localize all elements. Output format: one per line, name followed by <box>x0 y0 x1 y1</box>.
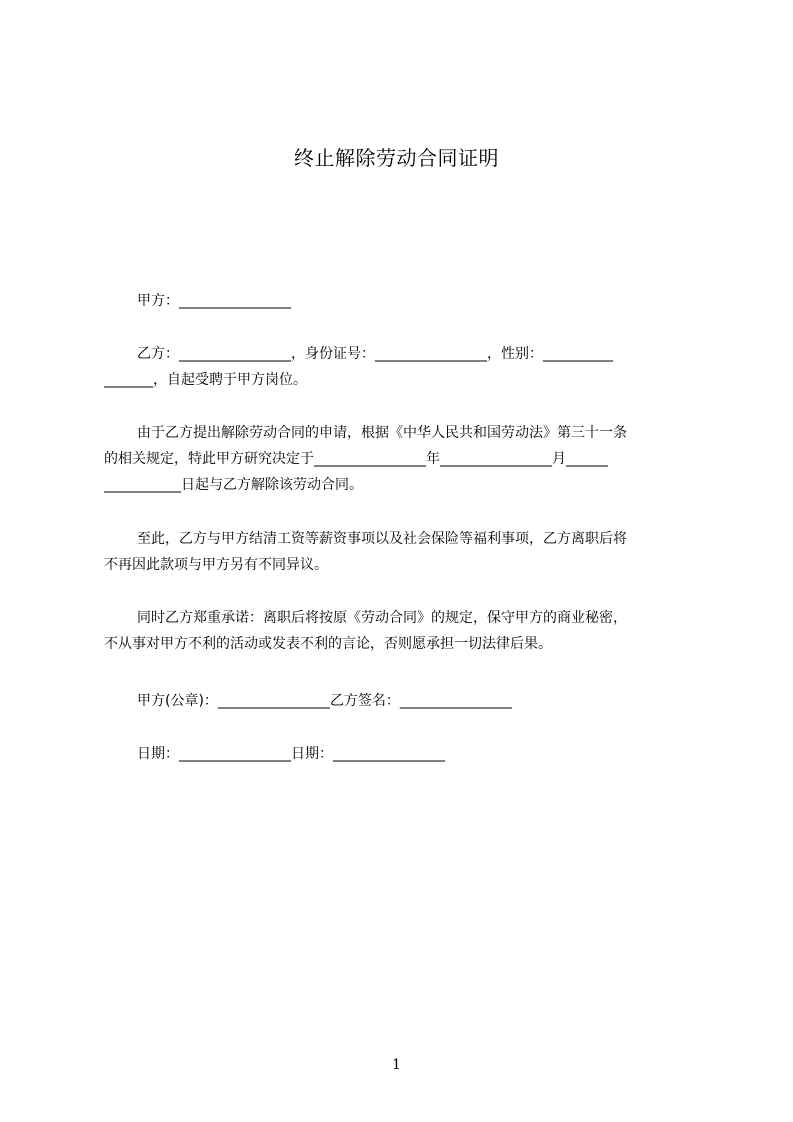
date-line <box>104 741 704 767</box>
signature-section <box>104 688 704 714</box>
party-b-line-2: _______，自起受聘于甲方岗位。 <box>104 372 307 388</box>
document-title: 终止解除劳动合同证明 <box>294 146 499 170</box>
termination-clause <box>104 420 704 498</box>
settlement-line-2: 不再因此款项与甲方另有不同异议。 <box>104 557 328 573</box>
signature-line <box>104 688 704 714</box>
party-b-section <box>104 341 704 393</box>
date-section <box>104 741 704 767</box>
page-number: 1 <box>392 1057 401 1073</box>
party-b-date-field: 日期：________________ <box>291 746 445 762</box>
confidentiality-line-1: 同时乙方郑重承诺：离职后将按原《劳动合同》的规定，保守甲方的商业秘密， <box>137 610 627 626</box>
party-a-seal-field: 甲方(公章)：________________ <box>137 693 330 709</box>
termination-line-3: ___________日起与乙方解除该劳动合同。 <box>104 477 363 493</box>
party-b-line-1: 乙方：________________，身份证号：________________，性别：__________ <box>137 346 613 362</box>
party-a-date-field: 日期：________________ <box>137 746 291 762</box>
party-b-signature-field: 乙方签名：________________ <box>329 693 512 709</box>
party-a-section <box>104 288 704 314</box>
termination-line-1: 由于乙方提出解除劳动合同的申请，根据《中华人民共和国劳动法》第三十一条 <box>137 425 627 441</box>
confidentiality-line-2: 不从事对甲方不利的活动或发表不利的言论，否则愿承担一切法律后果。 <box>104 636 552 652</box>
party-a-line: 甲方：________________ <box>137 293 291 309</box>
settlement-line-1: 至此，乙方与甲方结清工资等薪资事项以及社会保险等福利事项，乙方离职后将 <box>137 531 627 547</box>
settlement-clause <box>104 526 704 578</box>
confidentiality-clause <box>104 605 704 657</box>
termination-line-2: 的相关规定，特此甲方研究决定于________________年________________月______ <box>104 451 608 467</box>
